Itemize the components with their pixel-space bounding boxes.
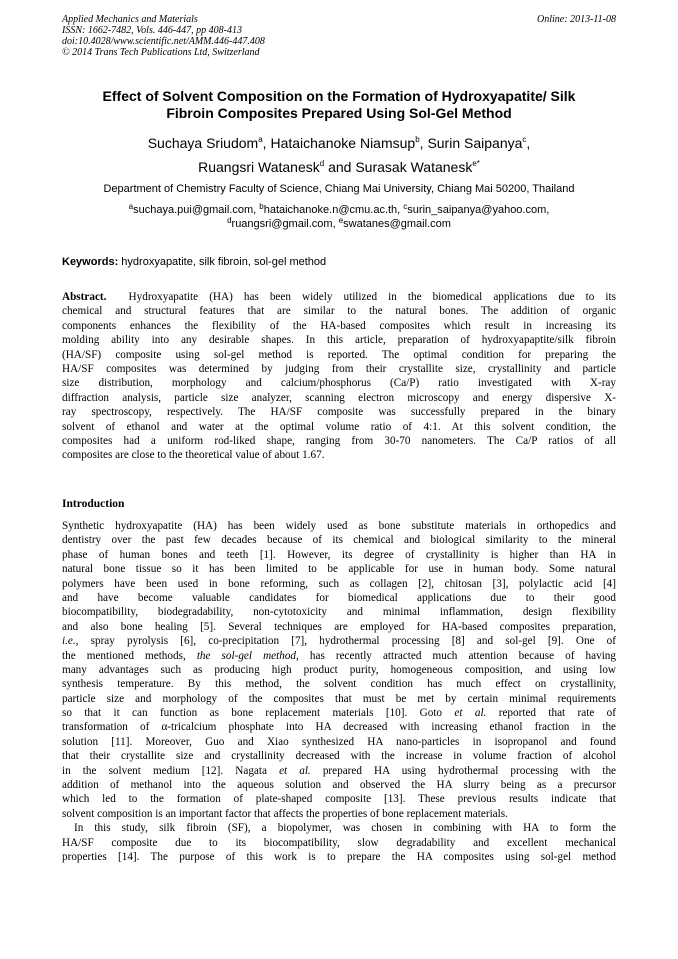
email-row-1: $^a$suchaya.pui@gmail.com, $^b$hataichanoke.n@cmu.ac.th, $^c$surin_saipanya@yahoo.com, [128, 202, 550, 216]
abstract-line: composites are close to the theoretical value of about 1.67. [62, 449, 325, 462]
intro-line: in the solvent medium [12]. Nagata et al. prepared HA using hydrothermal processing with the [62, 764, 617, 777]
intro-line: polymers have been used in bone reforming, such as collagen [2], chitosan [3], polylactic acid [4] [62, 577, 616, 590]
author-1: Suchaya Sriudom [147, 135, 259, 151]
abstract-label: Abstract. [62, 291, 107, 303]
email-c: surin_saipanya@yahoo.com [407, 204, 547, 216]
abstract-line: (HA/SF) composite using sol-gel method is reported. The optimal condition for preparing the [62, 348, 616, 361]
author-row-1: Suchaya Sriudom$^a$, Hataichanoke Niamsup$^b$, Surin Saipanya$^c$, [147, 135, 531, 151]
author-5: Surasak Watanesk [355, 159, 473, 175]
title-line-1: Effect of Solvent Composition on the Formation of Hydroxyapatite/ Silk [102, 88, 576, 104]
author-and: and [324, 159, 356, 175]
author-4: Ruangsri Watanesk [198, 159, 320, 175]
intro-line: many advantages such as producing high product purity, homogeneous composition, and using low [62, 663, 616, 676]
affiliation: Department of Chemistry Faculty of Science, Chiang Mai University, Chiang Mai 50200, Thailand [103, 183, 575, 195]
author-emails [62, 203, 616, 231]
doi-line: doi:10.4028/www.scientific.net/AMM.446-447.408 [62, 36, 265, 47]
author-2-sup: b [415, 135, 420, 144]
intro-line: particle size and morphology of the composites that must be met by certain minimal requirements [62, 692, 616, 705]
intro-line: which led to the formation of plate-shaped composite [13]. These previous results indicate that [62, 793, 616, 806]
abstract-line: Abstract. Hydroxyapatite (HA) has been widely utilized in the biomedical applications due to its [62, 291, 616, 303]
intro-line: the mentioned methods, the sol-gel method, has recently attracted much attention because of having [62, 649, 616, 662]
abstract-line: components enhances the flexibility of the HA-based composites which result in increasing its [62, 319, 616, 332]
section-heading-introduction: Introduction [62, 498, 125, 510]
introduction-body [62, 519, 616, 864]
keywords [62, 255, 616, 269]
author-1-sup: a [258, 135, 263, 144]
intro-line: i.e., spray pyrolysis [6], co-precipitation [7], hydrothermal processing [8] and sol-gel [9]. One of [62, 635, 616, 648]
email-b: hataichanoke.n@cmu.ac.th [263, 204, 398, 216]
author-4-sup: d [319, 159, 325, 168]
email-a: suchaya.pui@gmail.com [133, 204, 254, 216]
intro-line: HA/SF composite due to its biocompatibility, slow degradability and excellent mechanical [62, 836, 616, 849]
abstract-line: chemical and structural features that are similar to the natural bones. The addition of organic [62, 305, 616, 318]
intro-line: and have become valuable candidates for biomedical applications due to their good [62, 591, 616, 604]
journal-header [62, 14, 616, 58]
author-list [62, 131, 616, 179]
abstract-line: diffraction analysis, particle size analyzer, scanning electron microscopy and energy dispersive X- [62, 391, 616, 404]
journal-name: Applied Mechanics and Materials [62, 14, 198, 25]
intro-line: properties [14]. The purpose of this work is to prepare the HA composites using sol-gel method [62, 850, 616, 863]
abstract-line: ray spectroscopy, respectively. The HA/SF composite was successfully prepared in the binary [62, 406, 616, 419]
abstract-line: HA/SF composites was determined by judging from their crystallite size, crystallinity and particle [62, 362, 616, 375]
email-row-2: $^d$ruangsri@gmail.com, $^e$swatanes@gmail.com [227, 216, 451, 230]
paper-title [62, 88, 616, 122]
intro-line: In this study, silk fibroin (SF), a biopolymer, was chosen in combining with HA to form the [74, 822, 616, 835]
intro-line: and also bone healing [5]. Several techniques are employed for HA-based composites preparation, [62, 620, 616, 633]
intro-line: synthesis temperature. By this method, the solvent condition has much effect on crystallinity, [62, 678, 616, 691]
intro-line: solvent composition is an important factor that affects the properties of bone replacement materials. [62, 807, 508, 820]
keywords-label: Keywords: [62, 256, 119, 268]
author-row-2 [62, 155, 616, 179]
intro-line: biocompatibility, biodegradability, non-cytotoxicity and minimal inflammation, design flexibility [62, 606, 616, 619]
abstract-line: solvent of ethanol and water at the optimal volume ratio of 4:1. At this solvent condition, the [62, 420, 616, 433]
copyright-line: © 2014 Trans Tech Publications Ltd, Switzerland [62, 47, 260, 58]
author-5-sup: e* [472, 159, 480, 168]
author-3: Surin Saipanya [427, 135, 523, 151]
author-2: Hataichanoke Niamsup [270, 135, 416, 151]
title-line-2: Fibroin Composites Prepared Using Sol-Gel Method [166, 105, 512, 121]
keywords-text: hydroxyapatite, silk fibroin, sol-gel method [118, 256, 327, 268]
abstract-line: size distribution, morphology and calcium/phosphorus (Ca/P) ratio investigated with X-ray [62, 377, 616, 390]
intro-line: dentistry over the past few decades because of its chemical and biological similarity to the mineral [62, 534, 616, 547]
intro-line: that their crystallite size and crystallinity decreased with the increase in volume fraction of alcohol [62, 750, 616, 763]
online-date: Online: 2013-11-08 [537, 14, 616, 25]
intro-line: Synthetic hydroxyapatite (HA) has been widely used as bone substitute materials in orthopedics and [62, 520, 616, 532]
intro-line: solution [11]. Moreover, Guo and Xiao synthesized HA nano-particles in isopropanol and found [62, 735, 616, 748]
abstract-line: composites had a uniform rod-liked shape, ranging from 30-70 nanometers. The Ca/P ratios of all [62, 434, 616, 447]
intro-line: phase of human bones and teeth [1]. However, its degree of crystallinity is higher than HA in [62, 548, 616, 561]
email-e: swatanes@gmail.com [343, 218, 451, 230]
issn-line: ISSN: 1662-7482, Vols. 446-447, pp 408-413 [62, 25, 242, 36]
intro-line: transformation of α-tricalcium phosphate into HA decreased with increasing ethanol fraction in the [62, 721, 616, 734]
corresponding-mark: * [476, 159, 480, 168]
abstract-line: molding ability into any desirable shapes. In this article, preparation of hydroxyapaptite/silk fibroin [62, 334, 616, 347]
abstract [62, 290, 616, 463]
intro-line: addition of methanol into the aqueous solution and observed the HA slurry being as a precursor [62, 779, 616, 792]
intro-line: natural bone tissue so it has been limited to be applicable for use in human body. Some natural [62, 563, 616, 576]
author-3-sup: c [522, 135, 527, 144]
intro-line: so that it can function as bone replacement materials [10]. Goto et al. reported that rate of [62, 707, 616, 720]
email-d: ruangsri@gmail.com [231, 218, 333, 230]
